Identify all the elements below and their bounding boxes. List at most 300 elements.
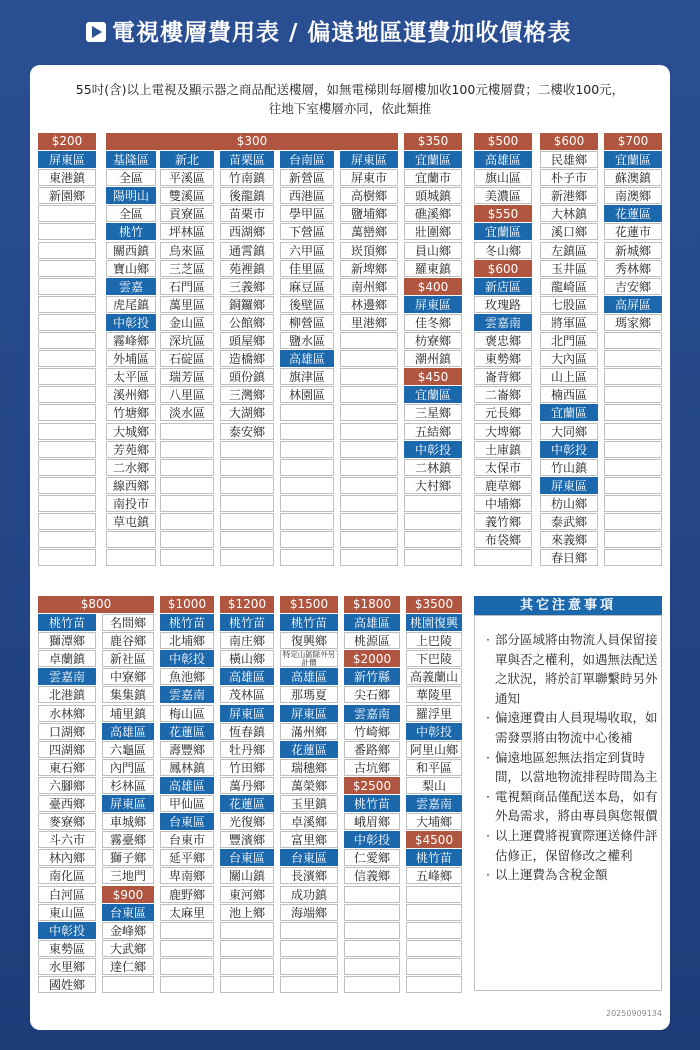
region-cell: 瑞穗鄉 bbox=[280, 759, 338, 776]
region-header-cell: 高雄區 bbox=[102, 723, 154, 740]
empty-cell bbox=[344, 976, 400, 993]
region-cell: 竹崎鄉 bbox=[344, 723, 400, 740]
empty-cell bbox=[604, 350, 662, 367]
region-cell: 冬山鄉 bbox=[474, 242, 532, 259]
region-cell: 竹山鎮 bbox=[540, 459, 598, 476]
region-cell: 牡丹鄉 bbox=[220, 741, 274, 758]
region-cell: 淡水區 bbox=[160, 404, 214, 421]
region-header-cell: 屏東區 bbox=[340, 151, 398, 168]
region-cell: 鳳林鎮 bbox=[160, 759, 214, 776]
region-cell: 中寮鄉 bbox=[102, 668, 154, 685]
empty-cell bbox=[604, 459, 662, 476]
region-cell: 楠西區 bbox=[540, 386, 598, 403]
region-cell: 學甲區 bbox=[280, 205, 334, 222]
empty-cell bbox=[38, 223, 96, 240]
empty-cell bbox=[604, 368, 662, 385]
empty-cell bbox=[340, 332, 398, 349]
empty-cell bbox=[340, 549, 398, 566]
region-cell: 新營區 bbox=[280, 169, 334, 186]
note-cell: 特定山區除外另計價 bbox=[280, 650, 338, 667]
empty-cell bbox=[38, 260, 96, 277]
empty-cell bbox=[340, 386, 398, 403]
region-cell: 頭城鎮 bbox=[404, 187, 462, 204]
region-cell: 達仁鄉 bbox=[102, 958, 154, 975]
region-cell: 梅山區 bbox=[160, 705, 214, 722]
empty-cell bbox=[220, 958, 274, 975]
note-item: · 以上運費為含稅金額 bbox=[486, 865, 666, 885]
region-header-cell: 雲嘉南 bbox=[344, 705, 400, 722]
region-cell: 公館鄉 bbox=[220, 314, 274, 331]
region-cell: 高樹鄉 bbox=[340, 187, 398, 204]
region-cell: 白河區 bbox=[38, 886, 96, 903]
region-header-cell: 中彰投 bbox=[406, 723, 462, 740]
region-cell: 枋山鄉 bbox=[540, 495, 598, 512]
region-cell: 銅鑼鄉 bbox=[220, 296, 274, 313]
region-cell: 泰安鄉 bbox=[220, 423, 274, 440]
region-cell: 佳里區 bbox=[280, 260, 334, 277]
region-header-cell: 新店區 bbox=[474, 278, 532, 295]
region-cell: 南投市 bbox=[106, 495, 156, 512]
region-cell: 三義鄉 bbox=[220, 278, 274, 295]
region-cell: 信義鄉 bbox=[344, 867, 400, 884]
price-header: $350 bbox=[404, 133, 462, 150]
region-header-cell: 高雄區 bbox=[280, 350, 334, 367]
empty-cell bbox=[404, 549, 462, 566]
empty-cell bbox=[604, 495, 662, 512]
region-cell: 和平區 bbox=[406, 759, 462, 776]
region-header-cell: 宜蘭區 bbox=[404, 386, 462, 403]
region-header-cell: 雲嘉 bbox=[106, 278, 156, 295]
intro-line-2: 往地下室樓層亦同，依此類推 bbox=[268, 101, 432, 116]
region-cell: 水林鄉 bbox=[38, 705, 96, 722]
empty-cell bbox=[160, 459, 214, 476]
region-cell: 褒忠鄉 bbox=[474, 332, 532, 349]
region-cell: 太保市 bbox=[474, 459, 532, 476]
page-header bbox=[0, 0, 700, 62]
region-cell: 石碇區 bbox=[160, 350, 214, 367]
region-cell: 國姓鄉 bbox=[38, 976, 96, 993]
region-cell: 玉井區 bbox=[540, 260, 598, 277]
region-header-cell: 雲嘉南 bbox=[160, 686, 214, 703]
region-cell: 六甲區 bbox=[280, 242, 334, 259]
empty-cell bbox=[604, 332, 662, 349]
region-cell: 元長鄉 bbox=[474, 404, 532, 421]
region-cell: 平溪區 bbox=[160, 169, 214, 186]
region-header-cell: 台南區 bbox=[280, 151, 334, 168]
region-cell: 金峰鄉 bbox=[102, 922, 154, 939]
price-header: $3500 bbox=[406, 596, 462, 613]
region-cell: 竹田鄉 bbox=[220, 759, 274, 776]
region-cell: 春日鄉 bbox=[540, 549, 598, 566]
empty-cell bbox=[160, 958, 214, 975]
region-cell: 溪口鄉 bbox=[540, 223, 598, 240]
empty-cell bbox=[38, 205, 96, 222]
region-header-cell: 桃園復興 bbox=[406, 614, 462, 631]
empty-cell bbox=[474, 549, 532, 566]
region-header-cell: 花蓮區 bbox=[280, 741, 338, 758]
empty-cell bbox=[38, 296, 96, 313]
region-cell: 柳營區 bbox=[280, 314, 334, 331]
price-label-cell: $400 bbox=[404, 278, 462, 295]
empty-cell bbox=[344, 958, 400, 975]
region-cell: 大武鄉 bbox=[102, 940, 154, 957]
region-cell: 延平鄉 bbox=[160, 849, 214, 866]
empty-cell bbox=[604, 549, 662, 566]
region-cell: 桃源區 bbox=[344, 632, 400, 649]
region-cell: 富里鄉 bbox=[280, 831, 338, 848]
region-cell: 吉安鄉 bbox=[604, 278, 662, 295]
empty-cell bbox=[604, 477, 662, 494]
region-cell: 壽豐鄉 bbox=[160, 741, 214, 758]
region-cell: 東港鎮 bbox=[38, 169, 96, 186]
region-cell: 南澳鄉 bbox=[604, 187, 662, 204]
region-header-cell: 高屏區 bbox=[604, 296, 662, 313]
price-header: $300 bbox=[106, 133, 398, 150]
region-cell: 屏東市 bbox=[340, 169, 398, 186]
price-header: $600 bbox=[540, 133, 598, 150]
empty-cell bbox=[604, 441, 662, 458]
region-cell: 崁頂鄉 bbox=[340, 242, 398, 259]
region-cell: 佳冬鄉 bbox=[404, 314, 462, 331]
page-title: 電視樓層費用表 / 偏遠地區運費加收價格表 bbox=[112, 20, 572, 46]
region-cell: 杉林區 bbox=[102, 777, 154, 794]
region-cell: 山上區 bbox=[540, 368, 598, 385]
region-header-cell: 高雄區 bbox=[220, 668, 274, 685]
empty-cell bbox=[340, 513, 398, 530]
empty-cell bbox=[220, 976, 274, 993]
region-cell: 竹南鎮 bbox=[220, 169, 274, 186]
empty-cell bbox=[38, 423, 96, 440]
empty-cell bbox=[220, 940, 274, 957]
region-cell: 鹽水區 bbox=[280, 332, 334, 349]
region-header-cell: 中彰投 bbox=[404, 441, 462, 458]
region-cell: 泰武鄉 bbox=[540, 513, 598, 530]
empty-cell bbox=[220, 495, 274, 512]
price-label-cell: $550 bbox=[474, 205, 532, 222]
region-header-cell: 屏東區 bbox=[102, 795, 154, 812]
price-header: $500 bbox=[474, 133, 532, 150]
region-cell: 卓蘭鎮 bbox=[38, 650, 96, 667]
region-cell: 萬里區 bbox=[160, 296, 214, 313]
region-cell: 員山鄉 bbox=[404, 242, 462, 259]
empty-cell bbox=[340, 368, 398, 385]
empty-cell bbox=[406, 976, 462, 993]
region-cell: 海端鄉 bbox=[280, 904, 338, 921]
region-header-cell: 宜蘭區 bbox=[604, 151, 662, 168]
region-cell: 新城鄉 bbox=[604, 242, 662, 259]
region-cell: 頭份鎮 bbox=[220, 368, 274, 385]
empty-cell bbox=[340, 495, 398, 512]
empty-cell bbox=[340, 531, 398, 548]
region-cell: 花蓮市 bbox=[604, 223, 662, 240]
region-cell: 太平區 bbox=[106, 368, 156, 385]
region-cell: 關西鎮 bbox=[106, 242, 156, 259]
empty-cell bbox=[604, 531, 662, 548]
region-cell: 萬巒鄉 bbox=[340, 223, 398, 240]
empty-cell bbox=[340, 477, 398, 494]
region-cell: 壯圍鄉 bbox=[404, 223, 462, 240]
region-cell: 斗六市 bbox=[38, 831, 96, 848]
empty-cell bbox=[160, 477, 214, 494]
region-header-cell: 中彰投 bbox=[106, 314, 156, 331]
empty-cell bbox=[160, 495, 214, 512]
empty-cell bbox=[38, 531, 96, 548]
note-item: · 以上運費將視實際運送條件評估修正，保留修改之權利 bbox=[486, 826, 666, 865]
region-header-cell: 台東區 bbox=[280, 849, 338, 866]
empty-cell bbox=[344, 922, 400, 939]
note-item: · 電視類商品僅配送本島，如有外島需求，將由專員與您報價 bbox=[486, 787, 666, 826]
price-label-cell: $900 bbox=[102, 886, 154, 903]
region-cell: 苗栗市 bbox=[220, 205, 274, 222]
region-cell: 竹塘鄉 bbox=[106, 404, 156, 421]
region-cell: 義竹鄉 bbox=[474, 513, 532, 530]
empty-cell bbox=[38, 386, 96, 403]
region-cell: 虎尾鎮 bbox=[106, 296, 156, 313]
empty-cell bbox=[406, 958, 462, 975]
region-cell: 中埔鄉 bbox=[474, 495, 532, 512]
region-cell: 長濱鄉 bbox=[280, 867, 338, 884]
empty-cell bbox=[280, 940, 338, 957]
region-cell: 大湖鄉 bbox=[220, 404, 274, 421]
region-header-cell: 屏東區 bbox=[280, 705, 338, 722]
region-header-cell: 苗栗區 bbox=[220, 151, 274, 168]
empty-cell bbox=[604, 423, 662, 440]
region-cell: 金山區 bbox=[160, 314, 214, 331]
price-table-card bbox=[30, 65, 670, 1030]
region-cell: 蘇澳鎮 bbox=[604, 169, 662, 186]
empty-cell bbox=[220, 513, 274, 530]
region-header-cell: 基隆區 bbox=[106, 151, 156, 168]
region-cell: 新港鄉 bbox=[540, 187, 598, 204]
region-cell: 全區 bbox=[106, 205, 156, 222]
empty-cell bbox=[280, 404, 334, 421]
empty-cell bbox=[160, 423, 214, 440]
region-cell: 霧峰鄉 bbox=[106, 332, 156, 349]
region-cell: 大埔鄉 bbox=[406, 813, 462, 830]
region-cell: 五峰鄉 bbox=[406, 867, 462, 884]
empty-cell bbox=[340, 350, 398, 367]
region-cell: 線西鄉 bbox=[106, 477, 156, 494]
empty-cell bbox=[38, 549, 96, 566]
empty-cell bbox=[280, 477, 334, 494]
region-cell: 橫山鄉 bbox=[220, 650, 274, 667]
region-cell: 崙背鄉 bbox=[474, 368, 532, 385]
empty-cell bbox=[344, 904, 400, 921]
empty-cell bbox=[280, 976, 338, 993]
empty-cell bbox=[160, 922, 214, 939]
region-header-cell: 宜蘭區 bbox=[540, 404, 598, 421]
region-header-cell: 宜蘭區 bbox=[474, 223, 532, 240]
region-cell: 茂林區 bbox=[220, 686, 274, 703]
empty-cell bbox=[220, 459, 274, 476]
empty-cell bbox=[340, 423, 398, 440]
note-item: · 偏遠地區恕無法指定到貨時間，以當地物流排程時間為主 bbox=[486, 748, 666, 787]
region-cell: 三芝區 bbox=[160, 260, 214, 277]
region-header-cell: 屏東區 bbox=[220, 705, 274, 722]
region-cell: 寶山鄉 bbox=[106, 260, 156, 277]
region-cell: 大城鄉 bbox=[106, 423, 156, 440]
region-cell: 瑞芳區 bbox=[160, 368, 214, 385]
region-cell: 麥寮鄉 bbox=[38, 813, 96, 830]
region-header-cell: 桃竹苗 bbox=[160, 614, 214, 631]
region-cell: 來義鄉 bbox=[540, 531, 598, 548]
region-cell: 西港區 bbox=[280, 187, 334, 204]
region-cell: 七股區 bbox=[540, 296, 598, 313]
region-header-cell: 台東區 bbox=[160, 813, 214, 830]
region-cell: 尖石鄉 bbox=[344, 686, 400, 703]
empty-cell bbox=[340, 441, 398, 458]
region-cell: 萬榮鄉 bbox=[280, 777, 338, 794]
region-cell: 玉里鎮 bbox=[280, 795, 338, 812]
region-header-cell: 中彰投 bbox=[344, 831, 400, 848]
region-cell: 阿里山鄉 bbox=[406, 741, 462, 758]
empty-cell bbox=[160, 531, 214, 548]
empty-cell bbox=[102, 976, 154, 993]
region-cell: 土庫鎮 bbox=[474, 441, 532, 458]
region-header-cell: 中彰投 bbox=[160, 650, 214, 667]
region-cell: 鹿谷鄉 bbox=[102, 632, 154, 649]
region-cell: 三星鄉 bbox=[404, 404, 462, 421]
region-cell: 關山鎮 bbox=[220, 867, 274, 884]
empty-cell bbox=[280, 513, 334, 530]
empty-cell bbox=[604, 386, 662, 403]
price-header: $200 bbox=[38, 133, 96, 150]
empty-cell bbox=[280, 958, 338, 975]
region-header-cell: 台東區 bbox=[102, 904, 154, 921]
empty-cell bbox=[38, 513, 96, 530]
empty-cell bbox=[280, 441, 334, 458]
region-cell: 造橋鄉 bbox=[220, 350, 274, 367]
region-cell: 恆春鎮 bbox=[220, 723, 274, 740]
region-cell: 東勢鄉 bbox=[474, 350, 532, 367]
note-item: · 部分區域將由物流人員保留接單與否之權利，如遇無法配送之狀況，將於訂單聯繫時另外通知 bbox=[486, 630, 666, 708]
empty-cell bbox=[38, 242, 96, 259]
empty-cell bbox=[344, 940, 400, 957]
region-cell: 魚池鄉 bbox=[160, 668, 214, 685]
empty-cell bbox=[220, 441, 274, 458]
region-cell: 二水鄉 bbox=[106, 459, 156, 476]
region-header-cell: 花蓮區 bbox=[604, 205, 662, 222]
empty-cell bbox=[160, 441, 214, 458]
region-cell: 埔里鎮 bbox=[102, 705, 154, 722]
region-cell: 台東市 bbox=[160, 831, 214, 848]
region-cell: 六腳鄉 bbox=[38, 777, 96, 794]
region-cell: 峨眉鄉 bbox=[344, 813, 400, 830]
region-cell: 梨山 bbox=[406, 777, 462, 794]
region-cell: 水里鄉 bbox=[38, 958, 96, 975]
empty-cell bbox=[280, 531, 334, 548]
empty-cell bbox=[38, 278, 96, 295]
region-cell: 雙溪區 bbox=[160, 187, 214, 204]
region-cell: 美濃區 bbox=[474, 187, 532, 204]
region-cell: 芳苑鄉 bbox=[106, 441, 156, 458]
note-item: · 偏遠運費由人員現場收取，如需發票將由物流中心後補 bbox=[486, 708, 666, 747]
region-header-cell: 桃竹苗 bbox=[220, 614, 274, 631]
region-cell: 霧臺鄉 bbox=[102, 831, 154, 848]
region-cell: 鹽埔鄉 bbox=[340, 205, 398, 222]
region-cell: 卓溪鄉 bbox=[280, 813, 338, 830]
region-cell: 六龜區 bbox=[102, 741, 154, 758]
region-cell: 車城鄉 bbox=[102, 813, 154, 830]
empty-cell bbox=[404, 495, 462, 512]
region-cell: 南州鄉 bbox=[340, 278, 398, 295]
empty-cell bbox=[38, 368, 96, 385]
region-cell: 太麻里 bbox=[160, 904, 214, 921]
empty-cell bbox=[404, 513, 462, 530]
region-cell: 卑南鄉 bbox=[160, 867, 214, 884]
region-cell: 古坑鄉 bbox=[344, 759, 400, 776]
region-cell: 民雄鄉 bbox=[540, 151, 598, 168]
region-cell: 礁溪鄉 bbox=[404, 205, 462, 222]
notes-title: 其它注意事項 bbox=[474, 596, 662, 615]
region-cell: 鹿草鄉 bbox=[474, 477, 532, 494]
empty-cell bbox=[604, 513, 662, 530]
region-cell: 滿州鄉 bbox=[280, 723, 338, 740]
region-cell: 里港鄉 bbox=[340, 314, 398, 331]
region-cell: 北埔鄉 bbox=[160, 632, 214, 649]
region-cell: 萬丹鄉 bbox=[220, 777, 274, 794]
region-cell: 南庄鄉 bbox=[220, 632, 274, 649]
region-header-cell: 台東區 bbox=[220, 849, 274, 866]
region-header-cell: 陽明山 bbox=[106, 187, 156, 204]
region-cell: 四湖鄉 bbox=[38, 741, 96, 758]
region-header-cell: 雲嘉南 bbox=[38, 668, 96, 685]
empty-cell bbox=[220, 922, 274, 939]
region-cell: 後龍鎮 bbox=[220, 187, 274, 204]
price-header: $1000 bbox=[160, 596, 214, 613]
region-header-cell: 桃竹 bbox=[106, 223, 156, 240]
empty-cell bbox=[404, 531, 462, 548]
region-cell: 五結鄉 bbox=[404, 423, 462, 440]
region-cell: 番路鄉 bbox=[344, 741, 400, 758]
empty-cell bbox=[406, 940, 462, 957]
region-header-cell: 雲嘉南 bbox=[474, 314, 532, 331]
region-cell: 光復鄉 bbox=[220, 813, 274, 830]
region-header-cell: 高雄區 bbox=[280, 668, 338, 685]
region-cell: 東勢區 bbox=[38, 940, 96, 957]
price-label-cell: $2500 bbox=[344, 777, 400, 794]
region-cell: 大村鄉 bbox=[404, 477, 462, 494]
region-cell: 旗津區 bbox=[280, 368, 334, 385]
region-cell: 枋寮鄉 bbox=[404, 332, 462, 349]
price-header: $700 bbox=[604, 133, 662, 150]
region-header-cell: 宜蘭區 bbox=[404, 151, 462, 168]
region-header-cell: 中彰投 bbox=[38, 922, 96, 939]
region-cell: 溪州鄉 bbox=[106, 386, 156, 403]
region-cell: 華陵里 bbox=[406, 686, 462, 703]
region-header-cell: 花蓮區 bbox=[160, 723, 214, 740]
empty-cell bbox=[38, 495, 96, 512]
region-cell: 西湖鄉 bbox=[220, 223, 274, 240]
region-cell: 二崙鄉 bbox=[474, 386, 532, 403]
empty-cell bbox=[340, 404, 398, 421]
region-cell: 池上鄉 bbox=[220, 904, 274, 921]
region-header-cell: 高雄區 bbox=[474, 151, 532, 168]
empty-cell bbox=[406, 904, 462, 921]
region-header-cell: 桃竹苗 bbox=[406, 849, 462, 866]
region-header-cell: 桃竹苗 bbox=[38, 614, 96, 631]
empty-cell bbox=[220, 477, 274, 494]
price-label-cell: $2000 bbox=[344, 650, 400, 667]
region-cell: 頭屋鄉 bbox=[220, 332, 274, 349]
region-cell: 下營區 bbox=[280, 223, 334, 240]
region-cell: 獅潭鄉 bbox=[38, 632, 96, 649]
region-cell: 林園區 bbox=[280, 386, 334, 403]
region-header-cell: 新北 bbox=[160, 151, 214, 168]
empty-cell bbox=[280, 423, 334, 440]
region-cell: 外埔區 bbox=[106, 350, 156, 367]
region-cell: 宜蘭市 bbox=[404, 169, 462, 186]
